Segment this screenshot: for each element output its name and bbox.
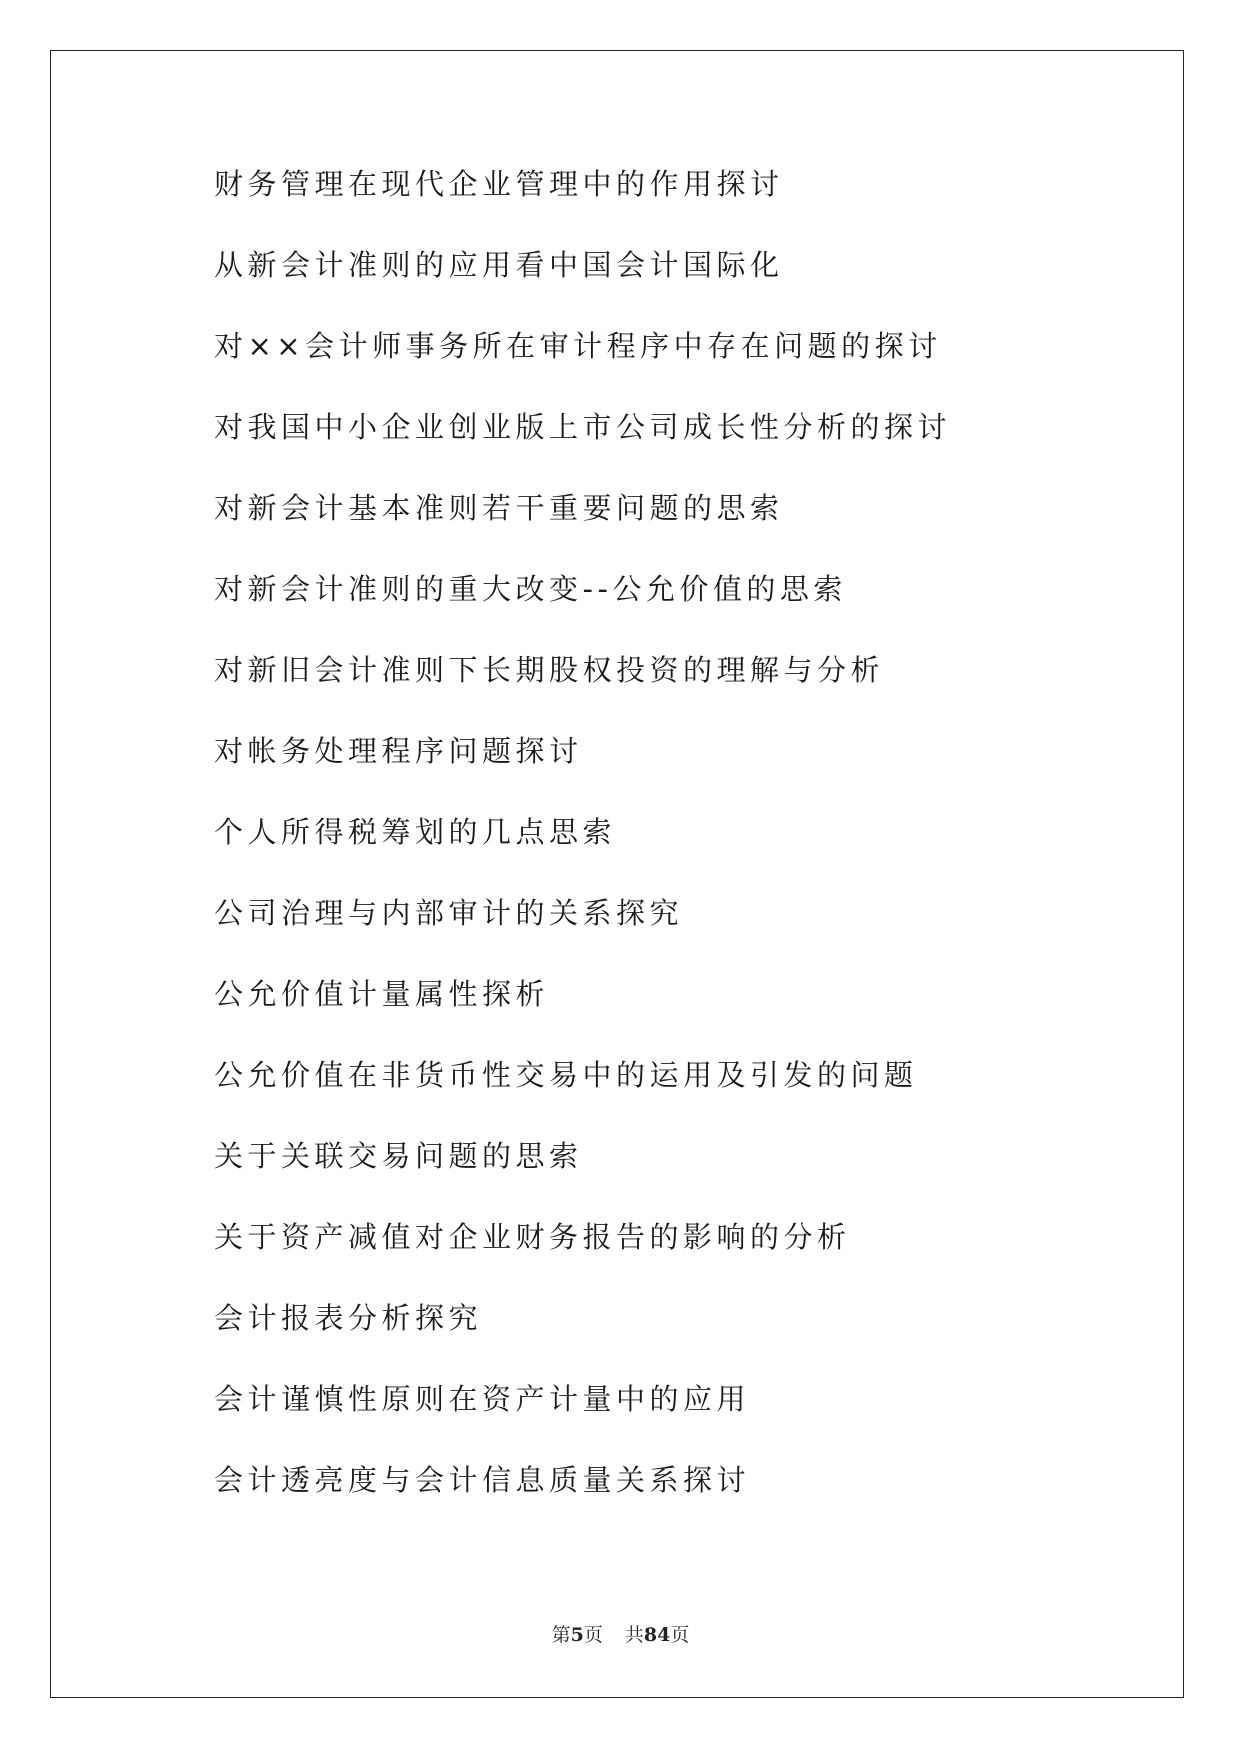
page-suffix: 页 — [583, 1624, 603, 1646]
list-item: 从新会计准则的应用看中国会计国际化 — [214, 248, 784, 282]
current-page-number: 5 — [570, 1624, 584, 1646]
page-prefix: 第 — [551, 1624, 571, 1646]
list-item: 对新会计准则的重大改变--公允价值的思索 — [214, 572, 847, 606]
list-item: 对××会计师事务所在审计程序中存在问题的探讨 — [214, 329, 942, 363]
list-item: 会计谨慎性原则在资产计量中的应用 — [214, 1382, 751, 1416]
list-item: 公允价值计量属性探析 — [214, 977, 550, 1011]
list-item: 关于关联交易问题的思索 — [214, 1139, 583, 1173]
total-pages-number: 84 — [643, 1624, 671, 1646]
page-footer — [0, 1620, 1241, 1647]
list-item: 对帐务处理程序问题探讨 — [214, 734, 583, 768]
list-item: 对我国中小企业创业版上市公司成长性分析的探讨 — [214, 410, 952, 444]
list-item: 会计报表分析探究 — [214, 1301, 483, 1335]
list-item: 公允价值在非货币性交易中的运用及引发的问题 — [214, 1058, 918, 1092]
list-item: 关于资产减值对企业财务报告的影响的分析 — [214, 1220, 851, 1254]
list-item: 财务管理在现代企业管理中的作用探讨 — [214, 167, 784, 201]
list-item: 公司治理与内部审计的关系探究 — [214, 896, 684, 930]
list-item: 对新会计基本准则若干重要问题的思索 — [214, 491, 784, 525]
list-item: 会计透亮度与会计信息质量关系探讨 — [214, 1463, 751, 1497]
topic-list — [214, 164, 951, 1541]
total-prefix: 共 — [624, 1624, 644, 1646]
list-item: 个人所得税筹划的几点思索 — [214, 815, 617, 849]
total-suffix: 页 — [670, 1624, 690, 1646]
list-item: 对新旧会计准则下长期股权投资的理解与分析 — [214, 653, 885, 687]
